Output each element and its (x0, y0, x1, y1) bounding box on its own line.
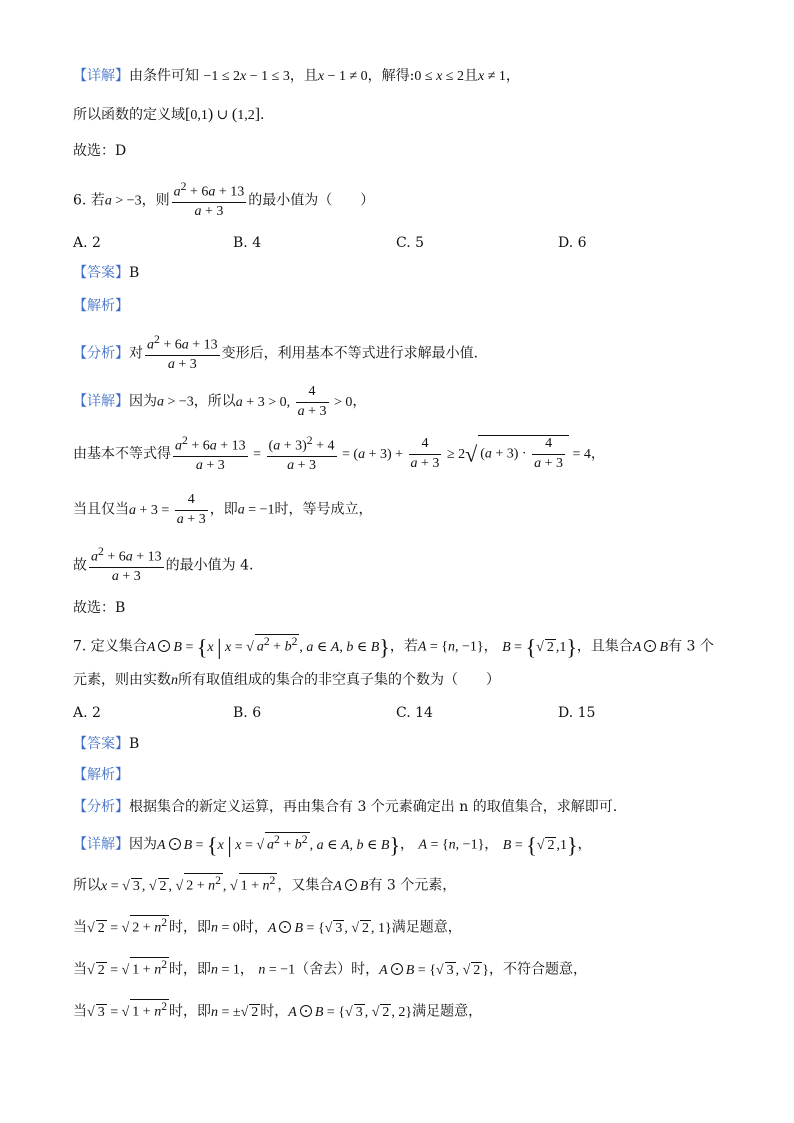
q6-option-a[interactable]: A. 2 (73, 235, 101, 251)
domain-interval: [0,1) ∪ (1,2] (185, 106, 261, 123)
q7-stem: 7. 定义集合A B = {x | x = √ $a^2 + b^2$ , a ∈ A, b ∈ B}，若A = {n, −1}， B = {√ 2 ,1}，且集合A B有 3 个 (73, 634, 714, 660)
q7-analysis-label: 【解析】 (73, 767, 129, 783)
q6-answer: 【答案】B (73, 265, 140, 281)
q7-answer: 【答案】B (73, 736, 140, 752)
q7-option-b[interactable]: B. 6 (233, 705, 262, 721)
q5-choice: 故选：D (73, 143, 127, 159)
q6-option-d[interactable]: D. 6 (558, 235, 587, 251)
q6-detail: 【详解】因为a > −3，所以a + 3 > 0, $\frac{4}{a + 3}$ > 0， (73, 384, 367, 419)
detail-label: 【详解】 (73, 68, 129, 84)
q5-detail-line: 【详解】由条件可知 −1 ≤ 2x − 1 ≤ 3，且x − 1 ≠ 0，解得:0 ≤ x ≤ 2且x ≠ 1， (73, 68, 520, 84)
q6-option-b[interactable]: B. 4 (233, 235, 262, 251)
q6-equality: 当且仅当a + 3 = $\frac{4}{a + 3}$ ，即a = −1时，等号成立， (73, 492, 373, 527)
q7-case-2: 当√ 2 = √ $1 + n^2$ 时，即n = 1， n = −1（舍去）时，A B = {√ 3 , √ 2 }，不符合题意， (73, 958, 588, 978)
q6-analysis: 【分析】对 $\frac{a^2 + 6a + 13}{a + 3}$ 变形后，利用基本不等式进行求解最小值. (73, 333, 479, 373)
q7-option-a[interactable]: A. 2 (73, 705, 101, 721)
q7-detail: 【详解】因为A B = {x | x = √ $a^2 + b^2$ , a ∈ A, b ∈ B}， A = {n, −1}， B = {√ 2 ,1}， (73, 832, 592, 858)
q7-so-line: 所以x = √ 3 , √ 2 , √ $2 + n^2$ , √ $1 + n^2$ ，又集合A B有 3 个元素， (73, 874, 457, 894)
q6-choice: 故选：B (73, 600, 126, 616)
q6-stem: 6. 若a > −3，则 $\frac{a^2 + 6a + 13}{a + 3}$ 的最小值为（ ） (73, 180, 375, 220)
q6-inequality: 由基本不等式得 $\frac{a^2 + 6a + 13}{a + 3}$ = $\frac{(a + 3)^2 + 4}{a + 3}$ = (a + 3) + $\frac{4}{a + 3}$ ≥ 2√ (a + 3) · $\frac{4}{a + 3}$ = 4， (73, 434, 605, 474)
q5-domain-line: 所以函数的定义域[0,1) ∪ (1,2]. (73, 106, 265, 123)
q7-case-1: 当√ 2 = √ $2 + n^2$ 时，即n = 0时，A B = {√ 3 , √ 2 , 1}满足题意， (73, 916, 462, 936)
q7-case-3: 当√ 3 = √ $1 + n^2$ 时，即n = ±√ 2 时，A B = {√ 3 , √ 2 , 2}满足题意， (73, 1000, 483, 1020)
fraction: $\frac{a^2 + 6a + 13}{a + 3}$ (173, 180, 245, 220)
q6-minimum: 故 $\frac{a^2 + 6a + 13}{a + 3}$ 的最小值为 4. (73, 545, 254, 585)
q6-option-c[interactable]: C. 5 (396, 235, 425, 251)
q7-analysis: 【分析】根据集合的新定义运算，再由集合有 3 个元素确定出 n 的取值集合，求解即可. (73, 799, 618, 815)
q6-analysis-label: 【解析】 (73, 298, 129, 314)
math-inequality: −1 ≤ 2x − 1 ≤ 3 (203, 69, 290, 84)
q7-stem-line2: 元素，则由实数n所有取值组成的集合的非空真子集的个数为（ ） (73, 672, 500, 688)
q7-option-d[interactable]: D. 15 (558, 705, 596, 721)
q7-option-c[interactable]: C. 14 (396, 705, 433, 721)
